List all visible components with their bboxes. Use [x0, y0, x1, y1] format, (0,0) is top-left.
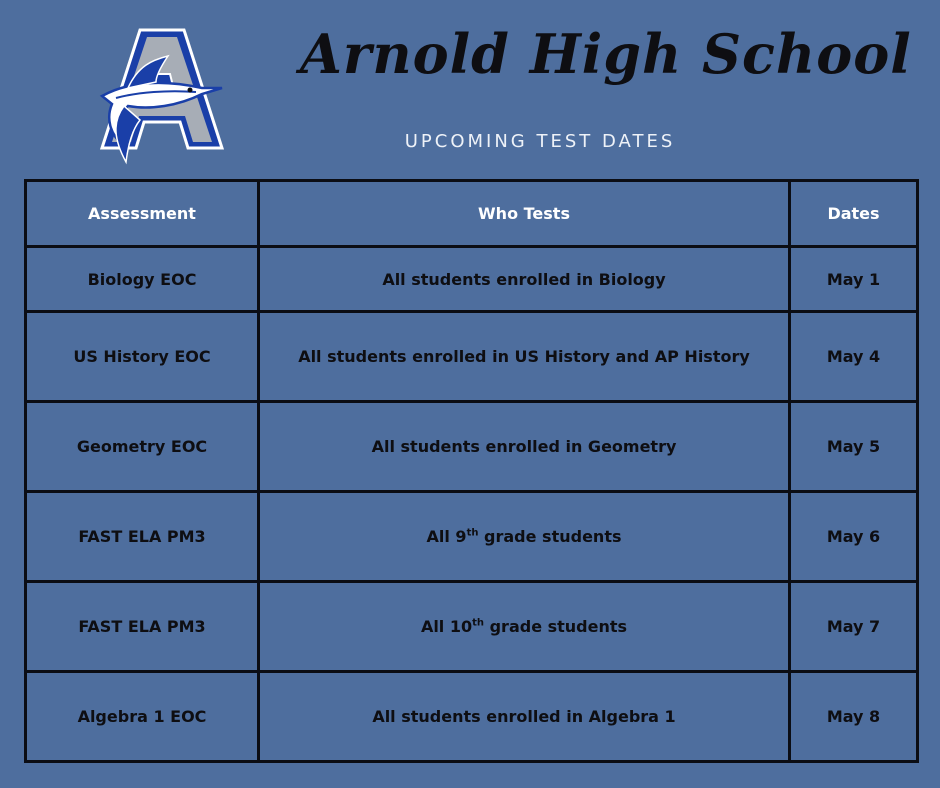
header-assessment: Assessment: [26, 181, 259, 247]
who-tests-cell: All students enrolled in Biology: [259, 247, 790, 312]
ordinal-suffix: th: [466, 527, 479, 539]
assessment-cell: FAST ELA PM3: [26, 492, 259, 582]
who-tests-cell: [259, 582, 790, 672]
assessment-cell: Algebra 1 EOC: [26, 672, 259, 762]
school-name: Arnold High School: [300, 22, 912, 86]
who-tests-text: grade students: [484, 617, 628, 636]
table-row: [26, 582, 918, 672]
assessment-cell: Geometry EOC: [26, 402, 259, 492]
who-tests-cell: All students enrolled in US History and AP History: [259, 312, 790, 402]
table-header-row: [26, 181, 918, 247]
table-row: [26, 312, 918, 402]
date-cell: May 5: [790, 402, 918, 492]
who-tests-cell: [259, 492, 790, 582]
table-row: [26, 402, 918, 492]
who-tests-cell: All students enrolled in Algebra 1: [259, 672, 790, 762]
page-subtitle: UPCOMING TEST DATES: [404, 131, 676, 152]
school-logo: [98, 26, 224, 166]
who-tests-text: All 10: [420, 617, 473, 636]
date-cell: May 6: [790, 492, 918, 582]
assessment-cell: Biology EOC: [26, 247, 259, 312]
who-tests-text: grade students: [478, 527, 622, 546]
ordinal-suffix: th: [472, 617, 485, 629]
date-cell: May 4: [790, 312, 918, 402]
table-row: [26, 247, 918, 312]
date-cell: May 1: [790, 247, 918, 312]
date-cell: May 7: [790, 582, 918, 672]
test-dates-table: [24, 179, 919, 763]
header-dates: Dates: [790, 181, 918, 247]
header-who-tests: Who Tests: [259, 181, 790, 247]
table-row: [26, 492, 918, 582]
assessment-cell: FAST ELA PM3: [26, 582, 259, 672]
table-row: [26, 672, 918, 762]
date-cell: May 8: [790, 672, 918, 762]
who-tests-text: All 9: [426, 527, 467, 546]
assessment-cell: US History EOC: [26, 312, 259, 402]
who-tests-cell: All students enrolled in Geometry: [259, 402, 790, 492]
